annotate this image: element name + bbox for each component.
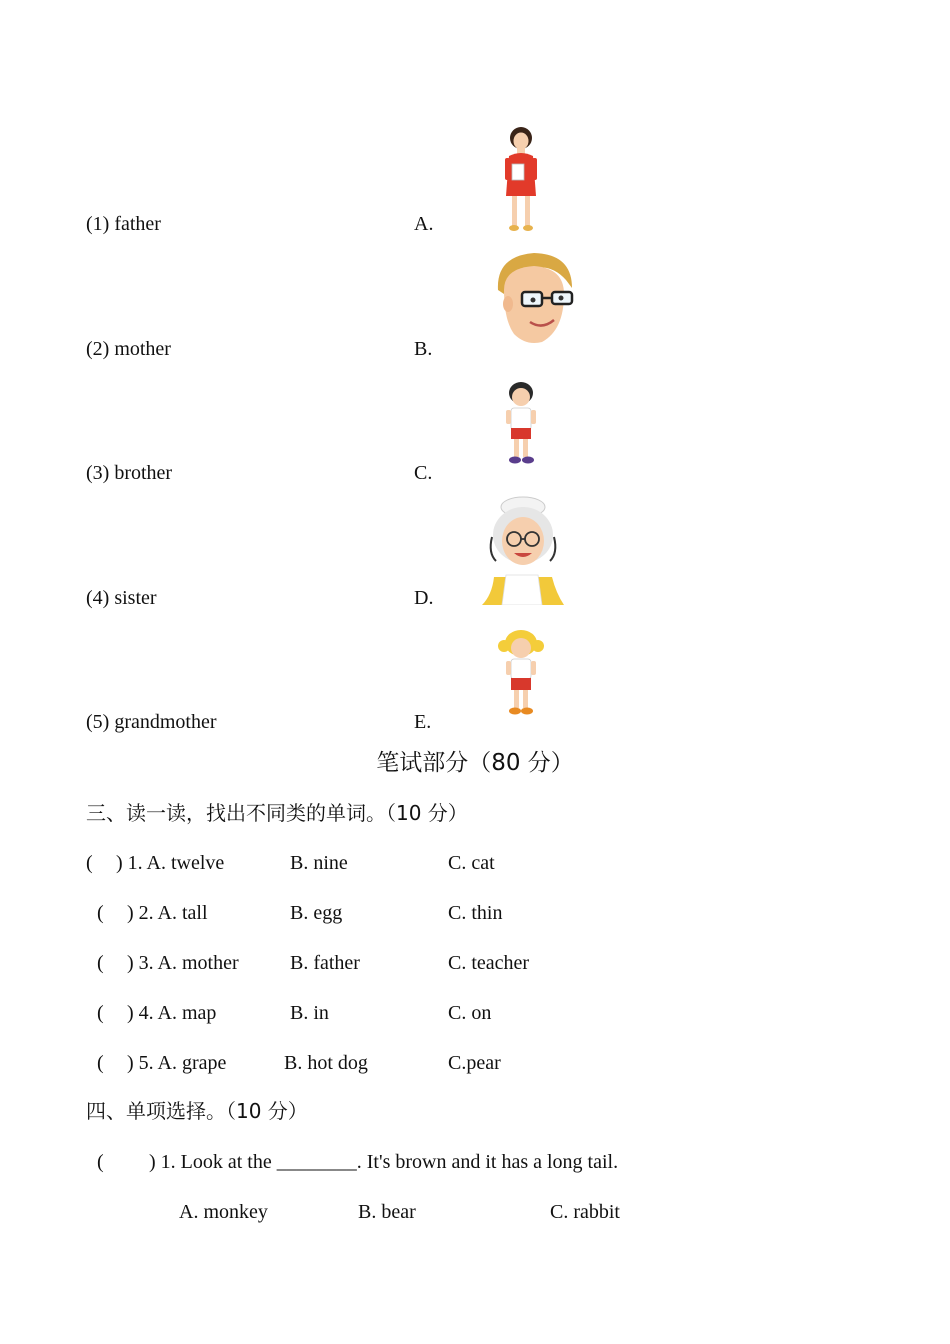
letter-a: A. [414,213,434,235]
option-b: B. father [290,952,360,974]
written-part-title: 笔试部分（80 分） [376,750,574,776]
option-b: B. egg [290,902,343,924]
father-face-picture [492,250,578,348]
boy-picture [502,380,540,466]
option-c: C. thin [448,902,503,924]
question-number: ) 1. A. twelve [116,852,225,874]
answer-paren[interactable]: ( [86,852,93,874]
grandmother-picture [482,495,564,605]
letter-e: E. [414,711,432,733]
option-b: B. nine [290,852,348,874]
word-grandmother: (5) grandmother [86,711,217,733]
option-a: A. monkey [179,1201,268,1223]
question-number: ) 2. A. tall [127,902,208,924]
option-b: B. bear [358,1201,416,1223]
answer-paren[interactable]: ( [97,1002,104,1024]
woman-teacher-picture [496,126,546,234]
word-mother: (2) mother [86,338,171,360]
question-stem: ) 1. Look at the ________. It's brown and it has a long tail. [149,1151,619,1173]
word-father: (1) father [86,213,161,235]
girl-picture [498,628,544,718]
section4-title: 四、单项选择。（10 分） [86,1099,308,1123]
word-sister: (4) sister [86,587,157,609]
letter-d: D. [414,587,434,609]
answer-paren[interactable]: ( [97,1052,104,1074]
option-c: C. cat [448,852,495,874]
answer-paren[interactable]: ( [97,952,104,974]
question-number: ) 3. A. mother [127,952,239,974]
letter-b: B. [414,338,433,360]
option-c: C.pear [448,1052,501,1074]
option-c: C. teacher [448,952,530,974]
answer-paren[interactable]: ( [97,1151,104,1173]
question-number: ) 4. A. map [127,1002,217,1024]
option-b: B. hot dog [284,1052,368,1074]
word-brother: (3) brother [86,462,173,484]
option-c: C. rabbit [550,1201,620,1223]
question-number: ) 5. A. grape [127,1052,227,1074]
option-b: B. in [290,1002,329,1024]
letter-c: C. [414,462,433,484]
section3-title: 三、读一读，找出不同类的单词。（10 分） [86,801,468,825]
option-c: C. on [448,1002,492,1024]
answer-paren[interactable]: ( [97,902,104,924]
